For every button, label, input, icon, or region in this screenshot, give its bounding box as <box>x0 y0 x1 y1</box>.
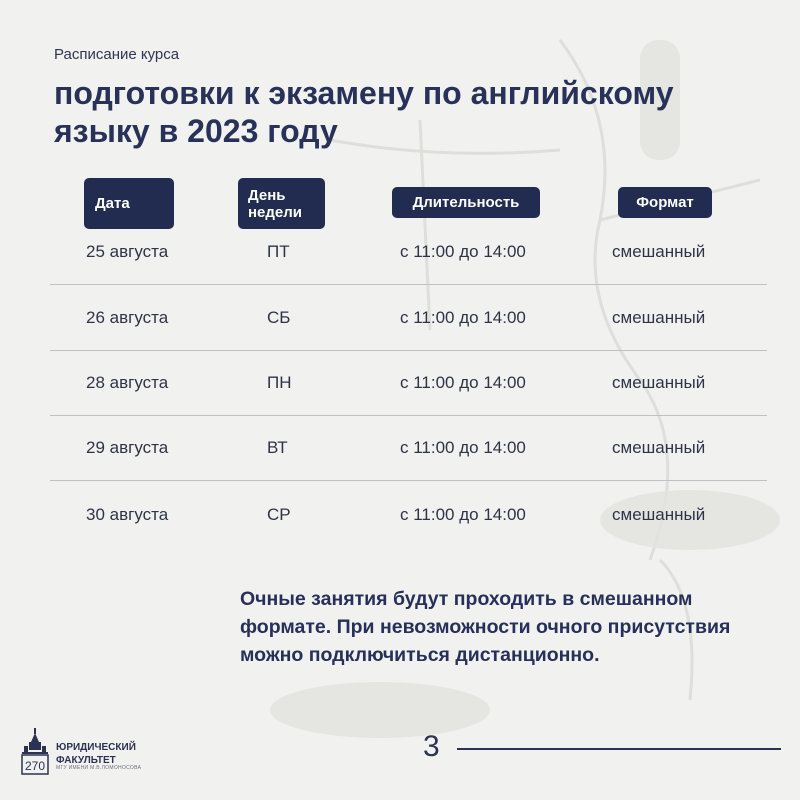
row-divider <box>50 350 767 351</box>
cell-date: 30 августа <box>86 505 169 524</box>
cell-format: смешанный <box>612 373 706 392</box>
faculty-logo-icon <box>20 728 50 776</box>
cell-date: 29 августа <box>86 438 169 457</box>
cell-date: 28 августа <box>86 373 169 392</box>
column-header-duration: Длительность <box>392 187 540 218</box>
column-header-date: Дата <box>84 178 174 229</box>
cell-duration: с 11:00 до 14:00 <box>400 438 526 457</box>
cell-weekday: СР <box>267 505 291 524</box>
cell-date: 25 августа <box>86 242 169 261</box>
cell-date: 26 августа <box>86 308 169 327</box>
attendance-note: Очные занятия будут проходить в смешанном формате. При невозможности очного присутствия можно подключиться дистанционно. <box>240 588 731 666</box>
column-header-weekday: День недели <box>238 178 325 229</box>
course-schedule-label: Расписание курса <box>54 46 180 63</box>
row-divider <box>50 284 767 285</box>
cell-weekday: ПН <box>267 373 292 392</box>
cell-weekday: ВТ <box>267 438 288 457</box>
logo-number: 270 <box>24 759 46 773</box>
page-number-rule <box>457 748 781 750</box>
cell-weekday: ПТ <box>267 242 290 261</box>
cell-duration: с 11:00 до 14:00 <box>400 308 526 327</box>
page-title: подготовки к экзамену по английскому языку в 2023 году <box>54 75 674 149</box>
row-divider <box>50 415 767 416</box>
cell-format: смешанный <box>612 308 706 327</box>
university-name: МГУ ИМЕНИ М.В.ЛОМОНОСОВА <box>56 765 142 771</box>
cell-duration: с 11:00 до 14:00 <box>400 505 526 524</box>
cell-format: смешанный <box>612 438 706 457</box>
row-divider <box>50 480 767 481</box>
cell-duration: с 11:00 до 14:00 <box>400 373 526 392</box>
faculty-name-line1: ЮРИДИЧЕСКИЙ <box>56 742 136 753</box>
cell-weekday: СБ <box>267 308 291 327</box>
cell-duration: с 11:00 до 14:00 <box>400 242 526 261</box>
column-header-format: Формат <box>618 187 712 218</box>
page-number: 3 <box>423 730 440 763</box>
faculty-name <box>56 741 136 767</box>
cell-format: смешанный <box>612 242 706 261</box>
faculty-name-line2: ФАКУЛЬТЕТ <box>56 755 116 766</box>
cell-format: смешанный <box>612 505 706 524</box>
